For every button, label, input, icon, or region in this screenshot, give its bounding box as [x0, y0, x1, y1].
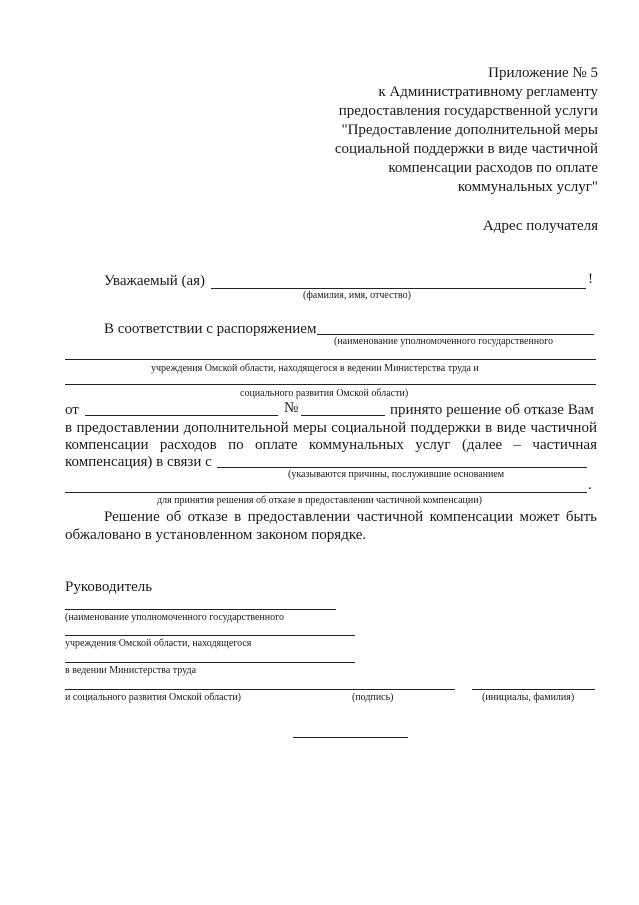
decision-number-label: №	[284, 400, 299, 416]
order-caption-1: (наименование уполномоченного государственного	[334, 336, 553, 347]
name-line	[472, 689, 595, 690]
word: социальной	[331, 420, 407, 436]
word: оплате	[255, 437, 298, 453]
greeting-caption: (фамилия, имя, отчество)	[303, 290, 411, 301]
word: об	[166, 509, 182, 525]
signature-line-2	[65, 635, 355, 636]
signature-caption-3: в ведении Министерства труда	[65, 665, 197, 676]
header-line: Приложение № 5	[488, 65, 598, 81]
appeal-line-2: обжаловано в установленном законом порядке.	[65, 527, 367, 543]
signature-caption-1: (наименование уполномоченного государственного	[65, 612, 284, 623]
decision-caption-1: (указываются причины, послужившие основанием	[288, 469, 505, 480]
signature-title: Руководитель	[65, 579, 153, 595]
word: коммунальных	[308, 437, 404, 453]
appendix-header	[335, 64, 598, 197]
signature-caption-4: и социального развития Омской области)	[65, 692, 242, 703]
word: виде	[496, 420, 527, 436]
order-prefix: В соответствии с распоряжением	[104, 321, 317, 337]
word: меры	[293, 420, 327, 436]
word: в	[65, 420, 73, 436]
order-line-2	[65, 359, 596, 360]
signature-line-1	[65, 609, 336, 610]
word: предоставлении	[76, 420, 180, 436]
order-line	[317, 334, 594, 335]
word: быть	[565, 509, 597, 525]
decision-reason-line-2	[65, 492, 587, 493]
word: дополнительной	[183, 420, 289, 436]
word: в	[234, 509, 242, 525]
header-line: предоставления государственной услуги	[338, 103, 598, 119]
decision-tail: принято решение об отказе Вам	[390, 402, 594, 418]
order-caption-2: учреждения Омской области, находящегося в ведении Министерства труда и	[151, 363, 479, 374]
greeting-name-line	[211, 288, 586, 289]
word: Решение	[104, 509, 160, 525]
decision-from-label: от	[65, 402, 79, 418]
name-caption: (инициалы, фамилия)	[482, 692, 575, 703]
order-caption-3: социального развития Омской области)	[240, 388, 409, 399]
decision-number-line	[301, 415, 385, 416]
word: предоставлении	[247, 509, 351, 525]
decision-line-4-prefix: компенсация) в связи с	[65, 454, 212, 470]
word: по	[228, 437, 244, 453]
recipient-address: Адрес получателя	[482, 218, 598, 234]
order-line-3	[65, 384, 596, 385]
decision-reason-line	[217, 467, 587, 468]
word: частичная	[532, 437, 597, 453]
word: частичной	[356, 509, 424, 525]
header-line: к Административному регламенту	[378, 84, 598, 100]
word: отказе	[187, 509, 228, 525]
word: поддержки	[410, 420, 481, 436]
closing-separator	[293, 737, 408, 738]
header-line: "Предоставление дополнительной меры	[341, 122, 598, 138]
decision-caption-2: для принятия решения об отказе в предоставлении частичной компенсации)	[157, 495, 482, 506]
signature-line-3	[65, 662, 355, 663]
word: может	[519, 509, 560, 525]
word: в	[485, 420, 493, 436]
word: расходов	[159, 437, 217, 453]
word: компенсации	[65, 437, 149, 453]
signature-caption-2: учреждения Омской области, находящегося	[65, 638, 252, 649]
greeting-suffix: !	[588, 271, 593, 287]
decision-date-line	[85, 415, 278, 416]
decision-line-2	[65, 421, 597, 436]
word: –	[513, 437, 522, 453]
header-line: коммунальных услуг"	[457, 179, 598, 195]
decision-line-3	[65, 438, 597, 453]
word: услуг	[415, 437, 451, 453]
word: (далее	[461, 437, 503, 453]
header-line: компенсации расходов по оплате	[388, 160, 598, 176]
appeal-line-1	[104, 510, 597, 525]
decision-end-dot: .	[588, 477, 592, 493]
greeting-prefix: Уважаемый (ая)	[104, 273, 206, 289]
sign-caption: (подпись)	[352, 692, 394, 703]
header-line: социальной поддержки в виде частичной	[334, 141, 598, 157]
word: частичной	[530, 420, 597, 436]
word: компенсации	[429, 509, 514, 525]
signature-line-4	[65, 689, 455, 690]
